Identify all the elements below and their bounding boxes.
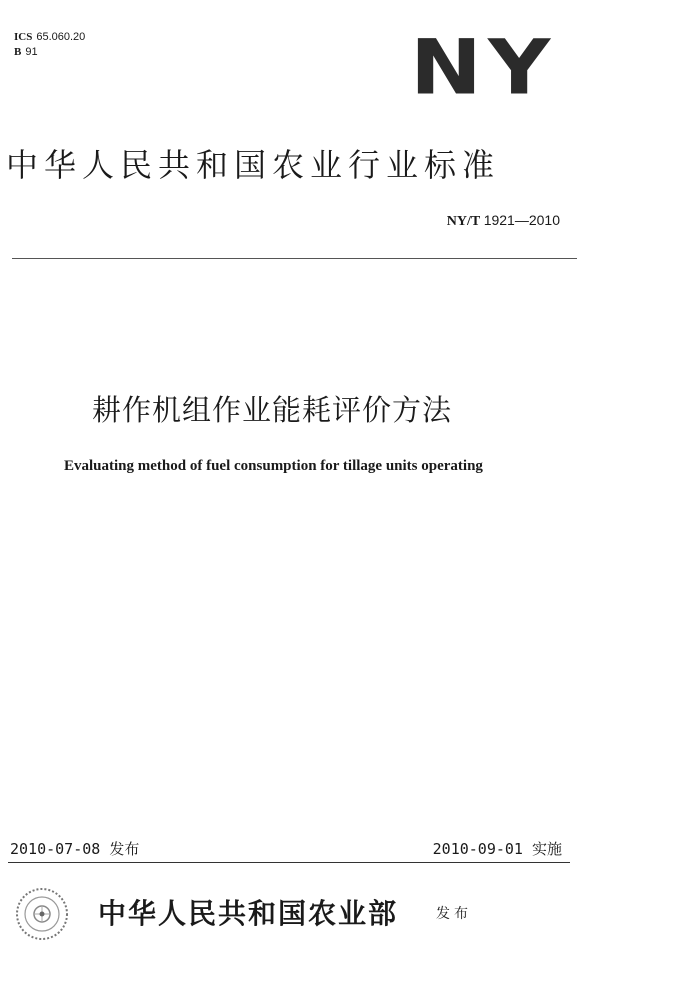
publisher-name: 中华人民共和国农业部 bbox=[98, 897, 399, 930]
top-divider bbox=[12, 258, 577, 259]
publisher-action: 发布 bbox=[436, 906, 472, 922]
ccs-value: 91 bbox=[25, 46, 38, 58]
ccs-label: B bbox=[14, 46, 22, 58]
document-title-en: Evaluating method of fuel consumption for tillage units operating bbox=[64, 458, 483, 474]
standard-number-value: 1921—2010 bbox=[483, 212, 560, 228]
standard-type-heading: 中华人民共和国农业行业标准 bbox=[6, 146, 501, 184]
ny-logo: NY bbox=[410, 23, 557, 112]
ics-label: ICS bbox=[14, 31, 33, 43]
ccs-code bbox=[14, 44, 85, 59]
issue-date: 2010-07-08 发布 bbox=[10, 840, 140, 858]
ministry-seal-icon bbox=[14, 886, 70, 942]
implementation-date: 2010-09-01 实施 bbox=[432, 840, 562, 858]
ics-value: 65.060.20 bbox=[36, 31, 86, 43]
classification-codes bbox=[14, 29, 85, 59]
standard-number bbox=[447, 212, 560, 230]
bottom-divider bbox=[8, 862, 570, 863]
standard-number-prefix: NY/T bbox=[446, 214, 481, 229]
document-title-zh: 耕作机组作业能耗评价方法 bbox=[92, 393, 453, 427]
